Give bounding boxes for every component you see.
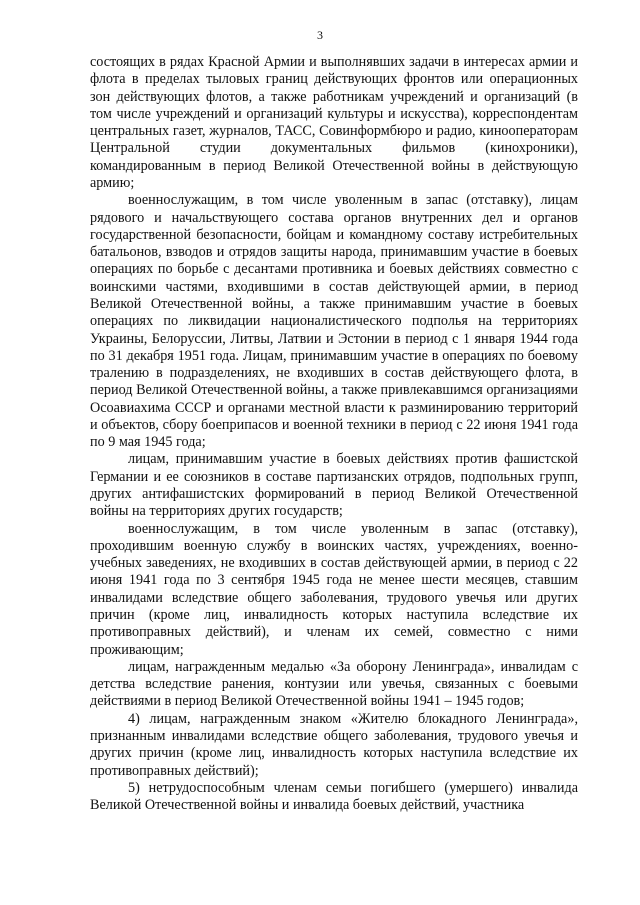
paragraph-continuation: состоящих в рядах Красной Армии и выполнявших задачи в интересах армии и флота в пределах тыловых границ действующих фронтов или операционных зон действующих флотов, а также работникам учреждений и организаций (в том числе учреждений и организаций культуры и искусства), корреспондентам центральных газет, журналов, ТАСС, Совинформбюро и радио, кинооператорам Центральной студии документальных фильмов (кинохроники), командированным в период Великой Отечественной войны в действующую армию; [90,54,578,191]
paragraph-leningrad-medal: лицам, награжденным медалью «За оборону Ленинграда», инвалидам с детства вследствие ранения, контузии или увечья, связанных с боевыми действиями в период Великой Отечественной войны 1941 – 1945 годов; [90,658,578,710]
paragraph-item-4-blockade: 4) лицам, награжденным знаком «Жителю блокадного Ленинграда», признанным инвалидами вследствие общего заболевания, трудового увечья и других причин (кроме лиц, инвалидность которых наступила вследствие их противоправных действий); [90,710,578,779]
paragraph-servicemen-rear-units: военнослужащим, в том числе уволенным в запас (отставку), проходившим военную службу в воинских частях, учреждениях, военно-учебных заведениях, не входивших в состав действующей армии, в период с 22 июня 1941 года по 3 сентября 1945 года не менее шести месяцев, ставшим инвалидами вследствие общего заболевания, трудового увечья или других причин (кроме лиц, инвалидность которых наступила вследствие их противоправных действий), и членам их семей, совместно с ними проживающим; [90,520,578,658]
paragraph-item-5-family-members: 5) нетрудоспособным членам семьи погибшего (умершего) инвалида Великой Отечественной войны и инвалида боевых действий, участника [90,779,578,814]
page-number: 3 [317,28,323,42]
document-body [90,54,578,814]
paragraph-servicemen-internal-affairs: военнослужащим, в том числе уволенным в запас (отставку), лицам рядового и начальствующего состава органов внутренних дел и органов государственной безопасности, бойцам и командному составу истребительных батальонов, взводов и отрядов защиты народа, принимавшим участие в боевых операциях по борьбе с десантами противника и боевых действиях совместно с воинскими частями, входившими в состав действующей армии, в период Великой Отечественной войны, а также принимавшим участие в боевых операциях по ликвидации националистического подполья на территориях Украины, Белоруссии, Литвы, Латвии и Эстонии в период с 1 января 1944 года по 31 декабря 1951 года. Лицам, принимавшим участие в операциях по боевому тралению в подразделениях, не входивших в состав действующего флота, в период Великой Отечественной войны, а также привлекавшимся организациями Осоавиахима СССР и органами местной власти к разминированию территорий и объектов, сбору боеприпасов и военной техники в период с 22 июня 1941 года по 9 мая 1945 года; [90,192,578,451]
paragraph-partisans-abroad: лицам, принимавшим участие в боевых действиях против фашистской Германии и ее союзников в составе партизанских отрядов, подпольных групп, других антифашистских формирований в период Великой Отечественной войны на территориях других государств; [90,451,578,520]
